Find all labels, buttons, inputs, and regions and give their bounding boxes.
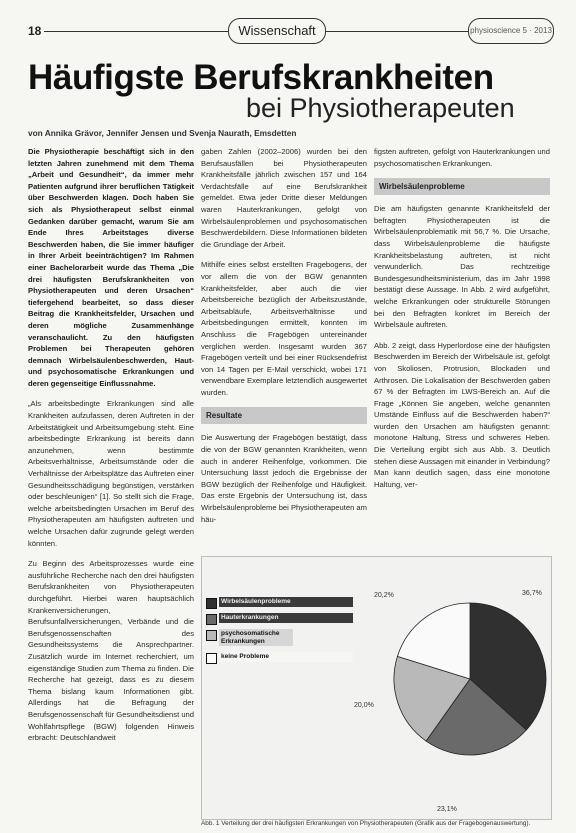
body-paragraph: Die Auswertung der Fragebögen bestätigt, dass die von der BGW genannten Krankheiten, wenn auch in anderer Reihenfolge, vorkommen. Die Untersuchung lässt jedoch die Ergebnisse der BGW bezüglich der Reihenfolge und Häufigkeit. Das erste Ergebnis der Untersuchung ist, dass Wirbelsäulenprobleme bei Physiotherapeuten am häu- — [201, 433, 367, 524]
body-paragraph: Zu Beginn des Arbeitsprozesses wurde eine ausführliche Recherche nach den drei häufigsten Berufskrankheiten von Physiotherapeuten durchgeführt. Hierbei waren hauptsächlich Krankenversicherungen, Berufsunfallversicherungen, Verbände und die Berufsgenossenschaften des Gesundheitssystems die Ansprechpartner. Zusätzlich wurde im Internet recherchiert, um eigenständige Studien zum Thema zu finden. Die Recherche hat gezeigt, dass es zu diesem Thema bislang kaum Informationen gibt. Allerdings hat die Befragung der Berufsgenossenschaft für Gesundheitsdienst und Wohlfahrtspflege (BGW) folgenden Hinweis erbracht: Deutschlandweit — [28, 559, 194, 743]
legend-swatch — [206, 614, 217, 625]
pie-data-label: 36,7% — [522, 590, 542, 597]
figure-caption: Abb. 1 Verteilung der drei häufigsten Erkrankungen von Physiotherapeuten (Grafik aus der Fragebogenauswertung). — [201, 820, 531, 827]
lead-paragraph: Die Physiotherapie beschäftigt sich in den letzten Jahren zunehmend mit dem Thema „Arbeit und Gesundheit“, da immer mehr Patienten aufgrund ihrer beruflichen Tätigkeit über Beschwerden klagen. Doch haben Sie sich als Physiotherapeut selbst einmal Gedanken darüber gemacht, warum Sie am Ende Ihres Arbeitstages diverse Beschwerden haben, die Sie immer häufiger in Ihrer Arbeit beeinträchtigen? Im Rahmen einer Bachelorarbeit wurde das Thema „Die drei häufigsten Berufskrankheiten von Physiotherapeuten und deren Ursachen“ tiefergehend bearbeitet, so dass dieser Beitrag die Krankheitsfelder, Ursachen und deren mögliche Zusammenhänge veranschaulicht. Zu den häufigsten Problemen bei Therapeuten gehören demnach Wirbelsäulenbeschwerden, Haut- und psychosomatische Erkrankungen und deren gegenseitige Einflussnahme. — [28, 147, 194, 388]
article-title: Häufigste Berufskrankheiten — [28, 58, 494, 97]
article-byline: von Annika Grävor, Jennifer Jensen und Svenja Naurath, Emsdetten — [28, 128, 297, 138]
legend-swatch — [206, 653, 217, 664]
pie-chart-figure — [201, 556, 552, 820]
text-column-2 — [201, 146, 367, 534]
section-heading-spine: Wirbelsäulenprobleme — [374, 178, 550, 195]
legend-label: keine Probleme — [219, 652, 353, 662]
legend-label: Wirbelsäulenprobleme — [219, 597, 353, 607]
page-number: 18 — [28, 24, 42, 38]
pie-data-label: 23,1% — [437, 806, 457, 813]
header-rule-right — [326, 31, 472, 32]
body-paragraph: gaben Zahlen (2002–2006) wurden bei den Berufsausfällen bei Physiotherapeuten Krankheitsfälle jährlich zwischen 157 und 164 Verdachtsfälle auf eine Berufskrankheit gemeldet. Etwa jeder Dritte dieser Meldungen waren Hauterkrankungen, gefolgt von Wirbelsäulenproblemen und psychosomatischen Beschwerdebildern. Diese Informationen bildeten die Grundlage der Arbeit. — [201, 147, 367, 249]
body-paragraph: Mithilfe eines selbst erstellten Fragebogens, der vor allem die von der BGW genannten Krankheitsfelder, aber auch die vier Arbeitsbereiche bezüglich der Arbeitszustände, Arbeitsabläufe, Arbeitsverhältnisse und Arbeitsbedingungen ermittelt, konnten im Anschluss die Fragebögen untereinander verglichen werden. Insgesamt wurden 367 Fragebögen verteilt und bei einer Rücksendefrist von 14 Tagen per E-Mail verschickt, wobei 171 verwendbare Exemplare letztendlich ausgewertet wurden. — [201, 260, 367, 397]
body-paragraph: Die am häufigsten genannte Krankheitsfeld der befragten Physiotherapeuten ist die Wirbelsäulenproblematik mit 56,7 %. Die Ursache, dass Wirbelsäulenprobleme die häufigste Krankheitsbelastung auftreten, ist nicht verwunderlich. Das rechtzeitige Bundesgesundheitsministerium, das im Jahr 1998 bestätigt diese Aussage. In Abb. 2 wird aufgeführt, welche Erkrankungen oder strukturelle Störungen bei den Befragten konkret im Bereich der Wirbelsäule auftreten. — [374, 204, 550, 330]
text-column-3 — [374, 146, 550, 499]
pie-data-label: 20,0% — [354, 702, 374, 709]
header-rule-left — [44, 31, 230, 32]
legend-label: psychosomatische Erkrankungen — [219, 629, 293, 646]
body-paragraph: figsten auftreten, gefolgt von Hauterkrankungen und psychosomatischen Erkrankungen. — [374, 147, 550, 168]
legend-swatch — [206, 630, 217, 641]
legend-label: Hauterkrankungen — [219, 613, 353, 623]
body-paragraph: Abb. 2 zeigt, dass Hyperlordose eine der häufigsten Beschwerden im Bereich der Wirbelsäule ist, gefolgt von Skoliosen, Protrusion, Blockaden und Arthrosen. Die Lokalisation der Beschwerden gaben 67 % der Befragten im LWS-Bereich an. Auf die Frage „Können Sie angeben, welche genannten Umstände Einfluss auf die Beschwerden haben?“ wurden den Ursachen am häufigsten genannt: monotone Haltung, Stress und schweres Heben. Die Verteilung ergibt sich aus Abb. 3. Deutlich stehen diese Aussagen mit einander in Verbindung? Man kann deutlich sagen, dass eine monotone Haltung, ver- — [374, 340, 550, 489]
article-subtitle: bei Physiotherapeuten — [246, 93, 515, 123]
body-paragraph: „Als arbeitsbedingte Erkrankungen sind alle Krankheiten aufzufassen, deren Auftreten in der Arbeitstätigkeit und Arbeitsumgebung steht. Eine arbeitsbedingte Erkrankung ist bereits dann anzunehmen, wenn bestimmte Arbeitsverhältnisse, Arbeitsumstände oder die Verhältnisse der Arbeitsplätze das Auftreten einer Gesundheitsschädigung begünstigen, verstärken oder beschleunigen“ [1]. So stellt sich die Frage, welche arbeitsbedingten Ursachen im Beruf des Physiotherapeuten am häufigsten auftreten und welche Ursachen dafür zugrunde gelegt werden könnten. — [28, 399, 194, 548]
section-heading-results: Resultate — [201, 407, 367, 424]
legend-swatch — [206, 598, 217, 609]
journal-issue-label: physioscience 5 · 2013 — [468, 18, 554, 44]
text-column-1 — [28, 146, 194, 753]
pie-data-label: 20,2% — [374, 592, 394, 599]
section-label: Wissenschaft — [228, 18, 326, 44]
